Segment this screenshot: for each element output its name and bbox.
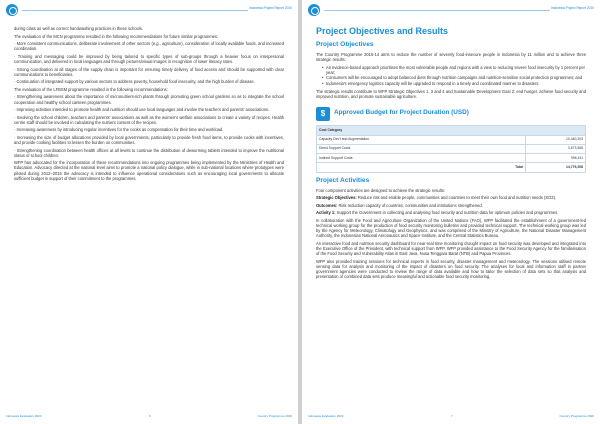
paragraph: · Increasing the size of budget allocations provided by local governments, particularly to provide fresh food items, to provide cooks with incentives, and provide cooking facilities to lessen the burden on communities. xyxy=(14,135,284,146)
paragraph-text: WFP also provided training sessions for technical experts in food security, disaster management and meteorology. The sessions utilised remote sensing data for analysis and monitoring of the impact of disasters on food security. The analyses for local and information staff in partner government agencies were conducted to review the range of data available and how to tailor the selection of data sets so that analysis and presentation of combined data sets produce meaningful and actionable food security monitoring. xyxy=(316,258,586,279)
paragraph xyxy=(316,241,586,256)
page-number: 7 xyxy=(451,414,453,418)
row-value: 3,673,565 xyxy=(526,144,586,153)
list-item: • Indonesia's emergency logistics capacity will be upgraded to respond in a timely and coordinated manner to disasters. xyxy=(322,81,586,86)
paragraph: WFP has advocated for the incorporation of these recommendations into ongoing programmes being implemented by the Ministries of Health and Education. Advocacy directed at the national level aims to promote a national policy dialogue, while in sub-national locations where prototypes were piloted during 2012–2015 the advocacy is intended to influence operational considerations such as encouraging local governments to allocate sufficient budget in support of their commitment to the programmes. xyxy=(14,160,284,181)
paragraph-text: Risk reduction capacity of countries, communities and institutions strengthened. xyxy=(337,202,483,208)
objectives-list xyxy=(322,65,586,86)
paragraph: · Strong coordination at all stages of the supply chain is important for ensuring timely delivery of food access and should be supported with clear communications to beneficiaries. xyxy=(14,66,284,77)
page-footer xyxy=(308,414,594,420)
section-heading-activities: Project Activities xyxy=(316,176,370,184)
page-header xyxy=(6,4,292,16)
paragraph: during class as well as correct handwashing practices in these schools. xyxy=(14,26,144,31)
table-row xyxy=(317,135,586,144)
header-divider xyxy=(22,10,248,11)
paragraph: · More consistent communications, deliberate involvement of other sectors (e.g., agriculture), consideration of locally available foods, and increased coordination. xyxy=(14,41,284,52)
row-label: Indirect Support Costs xyxy=(317,154,526,163)
paragraph: · Involving the school children, teachers and parents' associations as well as the women's welfare associations to create a variety of recipes. Health centre staff should be involved in calculating the nutrient content of the recipes. xyxy=(14,114,284,125)
paragraph-text: An interactive food and nutrition security dashboard for near-real time monitoring drought impact on food security was developed and integrated into the Executive Office of the President, with technical support from WFP. WFP provided assistance to the Food Security Agency for the familiarisation of the Food Security and Vulnerability Atlas in East Java, Nusa Tenggara Barat (NTB) and Papua Provinces. xyxy=(316,240,586,257)
right-page xyxy=(302,0,600,424)
header-divider xyxy=(324,10,550,11)
footer-left-text: Indonesia Evaluation 2020 xyxy=(6,414,42,418)
table-header-row xyxy=(317,126,586,135)
wfp-logo-icon xyxy=(6,4,18,16)
paragraph xyxy=(316,259,586,279)
left-body-text xyxy=(14,26,284,183)
section-heading-objectives: Project Objectives xyxy=(316,41,374,48)
list-item: • An evidence-based approach prioritises the most vulnerable people and regions with a view to reducing severe food insecurity by 1 percent per year; xyxy=(322,65,586,75)
footer-left-text: Indonesia Evaluation 2020 xyxy=(308,414,344,418)
total-value: 14,779,208 xyxy=(526,163,586,172)
right-body-text xyxy=(316,26,586,282)
budget-table xyxy=(316,125,586,172)
paragraph: The evaluation of the LFBSM programme resulted in the following recommendations: xyxy=(14,86,168,92)
table-total-row xyxy=(317,163,586,172)
row-label: Direct Support Costs xyxy=(317,144,526,153)
page-header xyxy=(308,4,594,16)
dollar-icon: $ xyxy=(316,107,330,121)
total-label: Total xyxy=(317,163,526,172)
paragraph: · Strengthening awareness about the importance of micronutrient-rich plants through promoting green school gardens so as to integrate the school cooperation and healthy school canteen programmes. xyxy=(14,94,284,105)
paragraph: · Training and messaging could be improved by being tailored to specific types of sub-groups through a heavier focus on interpersonal communication, and delivered in local languages and through pictures/visual images in recognition of lower literacy rates. xyxy=(14,53,284,64)
paragraph-text: In collaboration with the Food and Agriculture Organization of the United Nations (FAO), WFP facilitated the establishment of a government-led technical working group for the production of food security monitoring bulletins and provided technical support. The technical working group was led by the Agency for Meteorology, Climatology and Geophysics, and was comprised of the Ministry of Agriculture, the National Disaster Management Authority, the Indonesian National Aeronautics and Space Institute, and the Central Statistics Bureau. xyxy=(316,218,586,239)
paragraph-text: Support the Government in collecting and analysing food security and nutrition data for optimum policies and programmes. xyxy=(335,210,559,216)
paragraph: · Improving activities intended to promote health and nutrition should use local languages and involve the teachers and parents' associations. xyxy=(14,107,270,113)
left-page xyxy=(0,0,298,424)
paragraph: The evaluation of the MCN programme resulted in the following recommendations for future similar programmes: xyxy=(14,33,219,39)
paragraph: · Strengthening coordination between health offices at all levels to continue the distribution of deworming tablets intended to improve the nutritional status of school children. xyxy=(14,147,284,158)
page-number: 6 xyxy=(149,414,151,418)
running-title: Indonesia Project Report 2020 xyxy=(550,6,594,10)
row-value: 996,411 xyxy=(526,154,586,163)
page-title: Project Objectives and Results xyxy=(316,26,449,36)
row-value: 10,440,203 xyxy=(526,135,586,144)
budget-heading xyxy=(316,105,586,123)
footer-right-text: Country Programme 2020 xyxy=(257,414,292,418)
paragraph: The strategic results contribute to WFP Strategic Objectives 1, 3 and 4 and Sustainable Development Goal 2: end hunger, achieve food security and improved nutrition, and promote sustainable agriculture. xyxy=(316,89,586,100)
paragraph: · Increasing awareness by introducing regular incentives for the cooks as compensation for their time and workload. xyxy=(14,127,224,133)
paragraph xyxy=(316,195,586,200)
table-row xyxy=(317,154,586,163)
wfp-logo-icon xyxy=(308,4,320,16)
paragraph xyxy=(316,203,586,208)
paragraph-text: Reduce risk and enable people, communities and countries to meet their own food and nutrition needs (SO3). xyxy=(356,195,557,201)
paragraph xyxy=(316,188,586,193)
paragraph xyxy=(316,218,586,238)
page-footer xyxy=(6,414,292,420)
table-row xyxy=(317,144,586,153)
footer-right-text: Country Programme 2020 xyxy=(559,414,594,418)
table-header-cell: Cost Category xyxy=(317,126,586,135)
paragraph-lead: Outcomes: xyxy=(316,202,338,208)
row-label: Capacity Dev't and Augmentation xyxy=(317,135,526,144)
paragraph-text: Four component activities are designed to achieve the strategic results: xyxy=(316,187,446,193)
list-item: • Consumers will be encouraged to adopt balanced diets through nutrition campaigns and nutrition-sensitive social protection programmes; and xyxy=(322,75,586,80)
budget-title: Approved Budget for Project Duration (USD) xyxy=(334,109,469,117)
paragraph xyxy=(316,210,586,215)
paragraph-lead: Strategic Objectives: xyxy=(316,195,357,201)
paragraph: The Country Programme 2016-14 aims to reduce the number of severely food-insecure people in Indonesia by 11 million and to achieve three strategic results: xyxy=(316,52,586,63)
running-title: Indonesia Project Report 2020 xyxy=(248,6,292,10)
paragraph: · Continuation of integrated support by various sectors to address poverty, household food insecurity, and the high burden of disease. xyxy=(14,79,255,85)
paragraph-lead: Activity 1: xyxy=(316,210,336,216)
